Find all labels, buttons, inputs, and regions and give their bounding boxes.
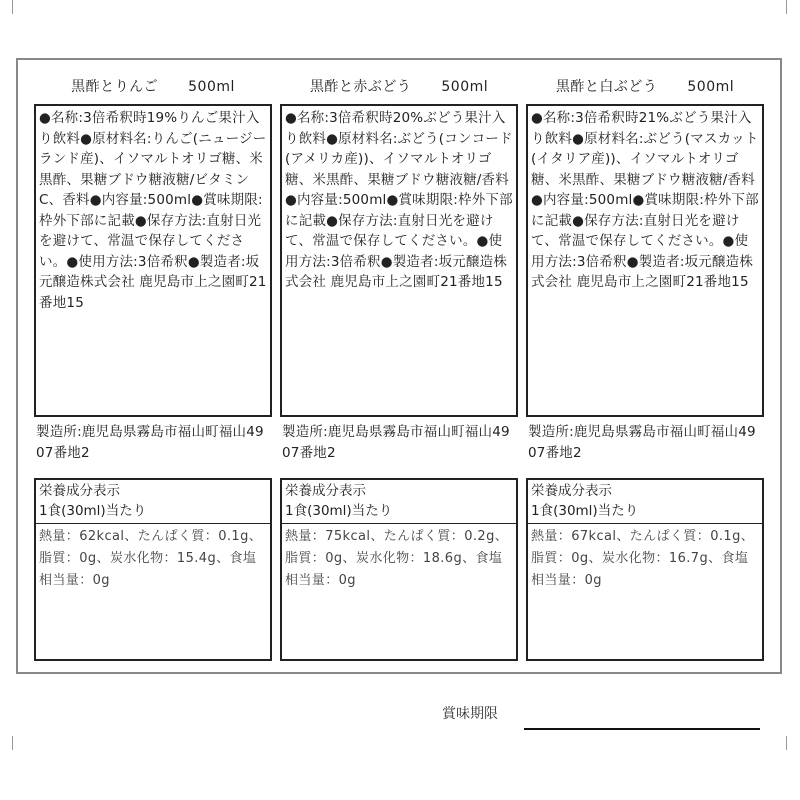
nutrition-header [282,480,516,524]
ingredients-text: ●名称:3倍希釈時20%ぶどう果汁入り飲料●原材料名:ぶどう(コンコード(アメリカ産))、イソマルトオリゴ糖、米黒酢、果糖ブドウ糖液糖/香料●内容量:500ml●賞味期限:枠外下部に記載●保存方法:直射日光を避けて、常温で保存してください。●使用方法:3倍希釈●製造者:坂元醸造株式会社 鹿児島市上之園町21番地15 [285,110,513,290]
ingredients-box [34,104,272,417]
label-sheet [16,58,782,674]
crop-mark-top-left-v [12,0,13,14]
product-name: 黒酢と赤ぶどう [309,79,412,95]
factory-address: 製造所:鹿児島県霧島市福山町福山4907番地2 [528,424,756,461]
ingredients-box [280,104,518,417]
product-volume: 500ml [441,79,489,95]
crop-mark-bottom-left-v [12,736,13,750]
nutrition-serving: 1食(30ml)当たり [285,503,393,519]
nutrition-box [34,478,272,661]
product-title [526,76,764,96]
nutrition-values: 熱量：67kcal、たんぱく質：0.1g、脂質：0g、炭水化物：16.7g、食塩相当量：0g [531,529,755,588]
ingredients-text: ●名称:3倍希釈時19%りんご果汁入り飲料●原材料名:りんご(ニュージーランド産)、イソマルトオリゴ糖、米黒酢、果糖ブドウ糖液糖/ビタミンC、香料●内容量:500ml●賞味期限:枠外下部に記載●保存方法:直射日光を避けて、常温で保存してください。●使用方法:3倍希釈●製造者:坂元醸造株式会社 鹿児島市上之園町21番地15 [39,110,267,311]
nutrition-values: 熱量：75kcal、たんぱく質：0.2g、脂質：0g、炭水化物：18.6g、食塩相当量：0g [285,529,509,588]
nutrition-header [528,480,762,524]
expiry-underline [524,728,760,730]
expiry-label: 賞味期限 [442,706,498,722]
product-name: 黒酢と白ぶどう [555,79,658,95]
nutrition-box [280,478,518,661]
nutrition-serving: 1食(30ml)当たり [39,503,147,519]
crop-mark-bottom-right-v [786,736,787,750]
nutrition-values: 熱量：62kcal、たんぱく質：0.1g、脂質：0g、炭水化物：15.4g、食塩相当量：0g [39,529,263,588]
product-title [280,76,518,96]
nutrition-header [36,480,270,524]
product-volume: 500ml [188,79,235,95]
ingredients-box [526,104,764,417]
nutrition-serving: 1食(30ml)当たり [531,503,639,519]
nutrition-title: 栄養成分表示 [285,483,366,499]
ingredients-text: ●名称:3倍希釈時21%ぶどう果汁入り飲料●原材料名:ぶどう(マスカット(イタリア産))、イソマルトオリゴ糖、米黒酢、果糖ブドウ糖液糖/香料●内容量:500ml●賞味期限:枠外下部に記載●保存方法:直射日光を避けて、常温で保存してください。●使用方法:3倍希釈●製造者:坂元醸造株式会社 鹿児島市上之園町21番地15 [531,110,759,290]
factory-address: 製造所:鹿児島県霧島市福山町福山4907番地2 [36,424,264,461]
product-title [34,76,272,96]
nutrition-box [526,478,764,661]
nutrition-title: 栄養成分表示 [531,483,612,499]
crop-mark-top-right-v [786,0,787,14]
product-name: 黒酢とりんご [71,79,159,95]
nutrition-title: 栄養成分表示 [39,483,120,499]
product-volume: 500ml [687,79,735,95]
factory-address: 製造所:鹿児島県霧島市福山町福山4907番地2 [282,424,510,461]
